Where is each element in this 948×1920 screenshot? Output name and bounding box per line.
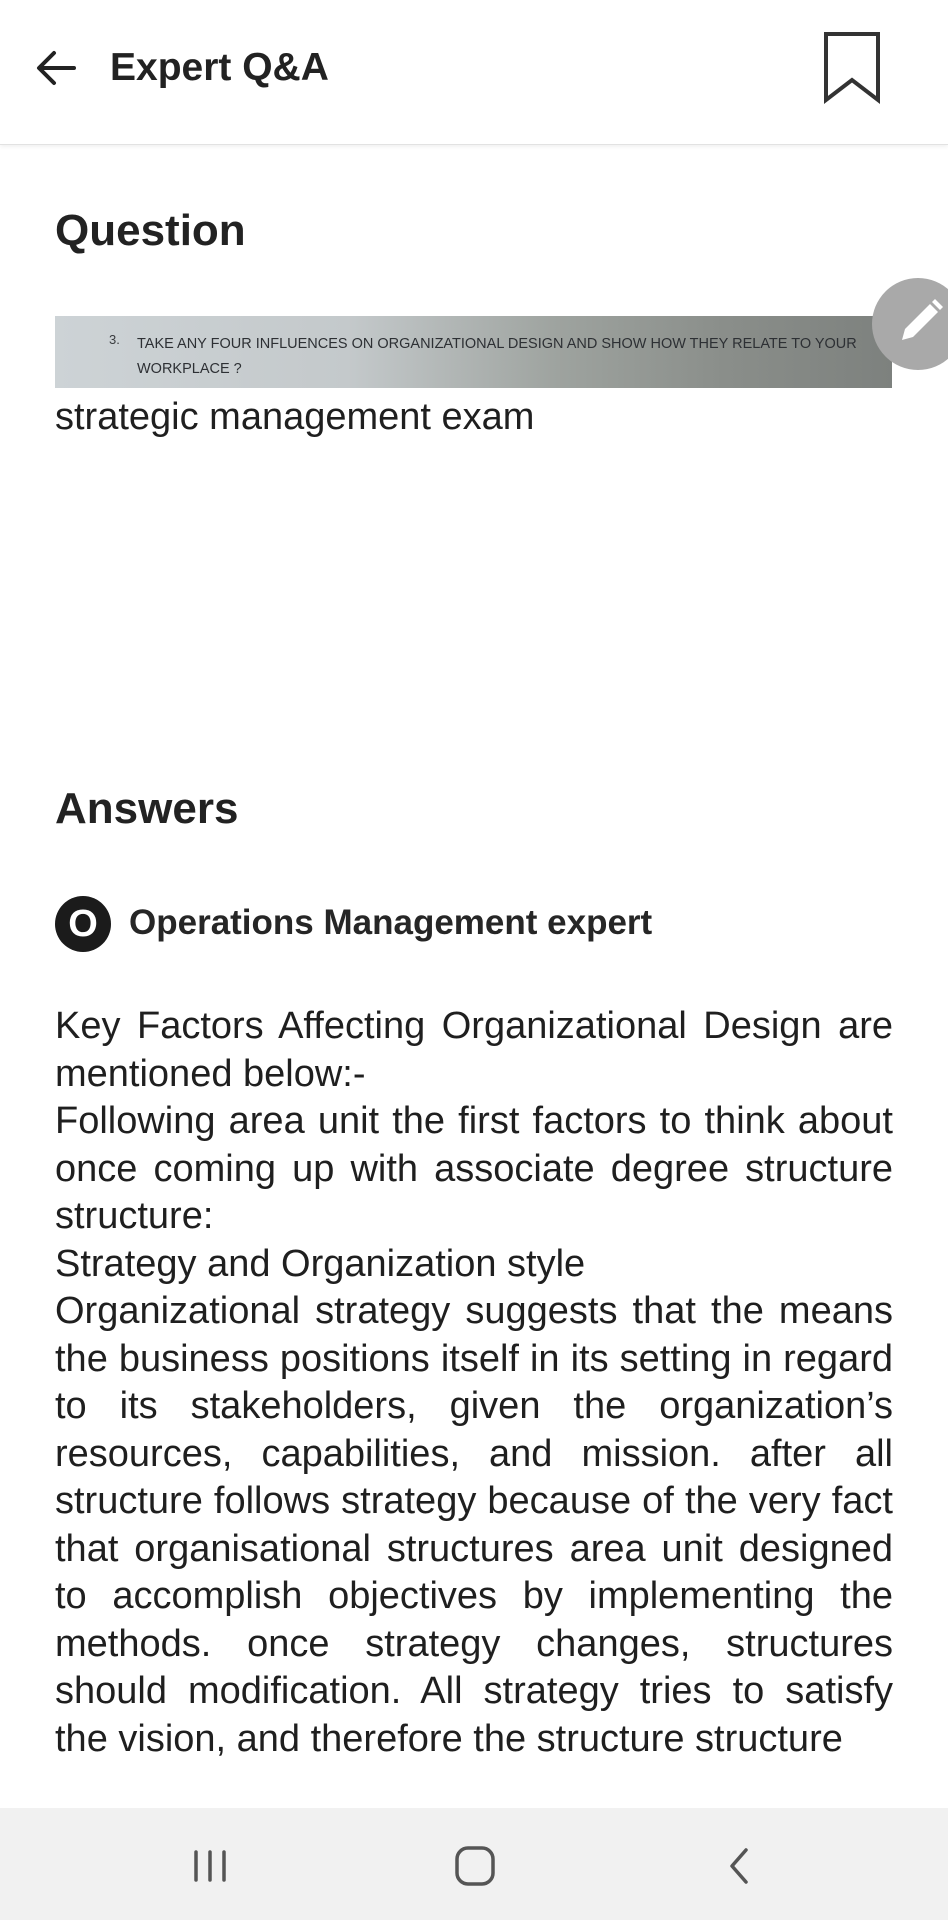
- question-caption: strategic management exam: [55, 396, 535, 438]
- answers-heading: Answers: [55, 784, 239, 833]
- question-image-text: TAKE ANY FOUR INFLUENCES ON ORGANIZATIONAL DESIGN AND SHOW HOW THEY RELATE TO YOUR WORKPLACE ?: [137, 336, 857, 377]
- back-chevron-icon[interactable]: [716, 1844, 764, 1888]
- bookmark-icon[interactable]: [822, 30, 886, 106]
- pencil-icon: [872, 278, 948, 370]
- edit-button[interactable]: [872, 278, 948, 370]
- app-bar: [0, 0, 948, 145]
- expert-name: Operations Management expert: [129, 903, 653, 942]
- home-icon[interactable]: [451, 1844, 499, 1888]
- answer-paragraph: Strategy and Organization style: [55, 1242, 586, 1285]
- answer-paragraph: Organizational strategy suggests that the means the business positions itself in its setting in regard to its stakeholders, given the organization’s resources, capabilities, and mission. after all structure follows strategy because of the very fact that organisational structures area unit designed to accomplish objectives by implementing the methods. once strategy changes, structures should modification. All strategy tries to satisfy the vision, and therefore the structure structure: [55, 1290, 893, 1760]
- page-title: Expert Q&A: [110, 46, 329, 89]
- avatar: O: [55, 896, 111, 952]
- answer-paragraph: Following area unit the first factors to think about once coming up with associate degree structure structure:: [55, 1100, 893, 1237]
- answer-body: [55, 1003, 893, 1808]
- question-heading: Question: [55, 206, 246, 255]
- question-number: 3.: [109, 332, 120, 347]
- system-nav-bar: [0, 1808, 948, 1920]
- question-image: [55, 316, 892, 388]
- arrow-left-icon[interactable]: [28, 40, 84, 96]
- recents-icon[interactable]: [186, 1844, 234, 1888]
- answer-paragraph: Key Factors Affecting Organizational Design are mentioned below:-: [55, 1005, 893, 1095]
